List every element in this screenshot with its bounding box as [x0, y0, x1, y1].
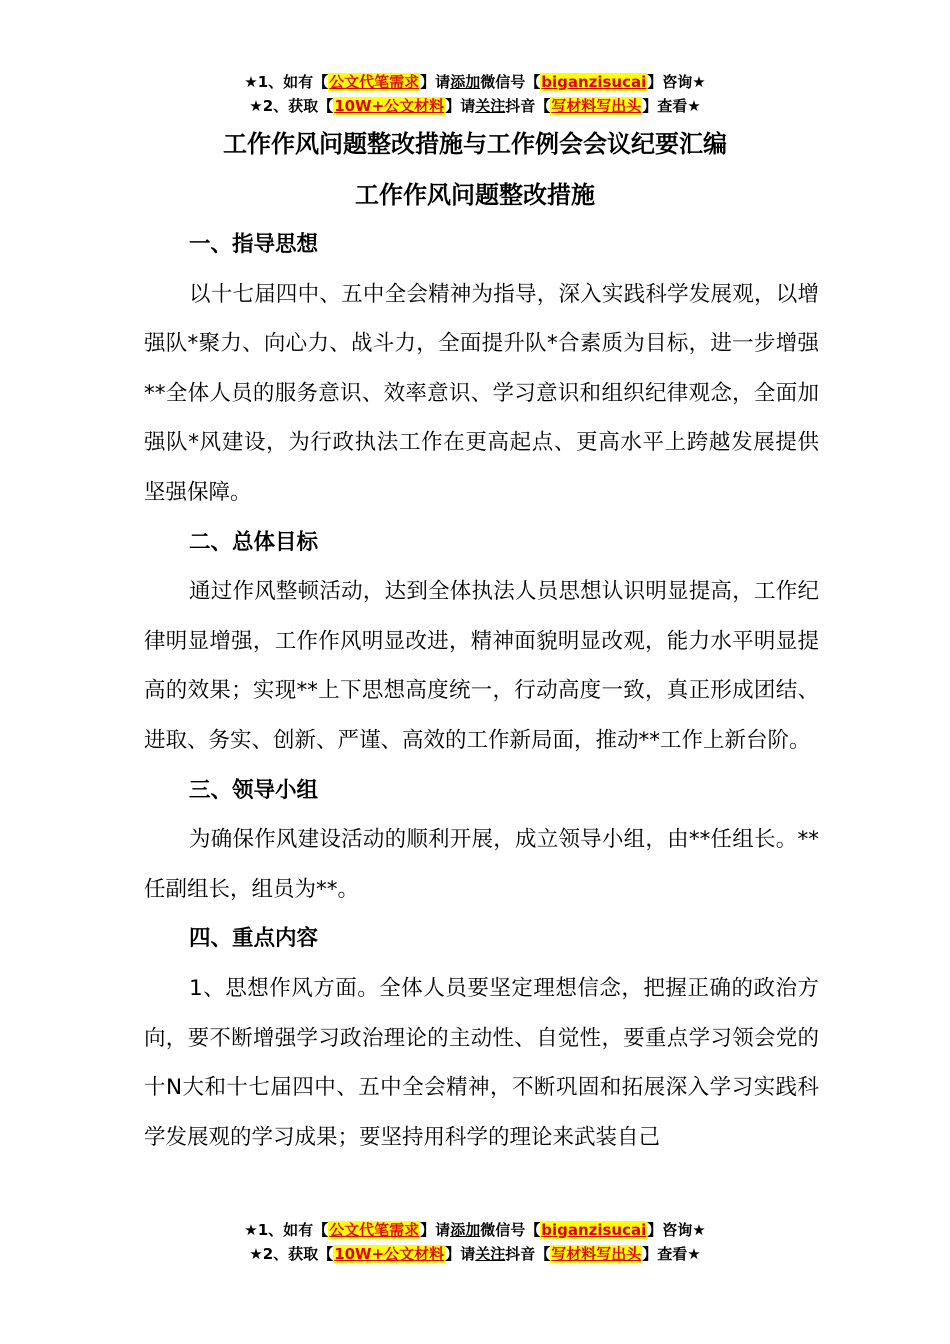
- promo-text: 】请: [420, 1221, 451, 1239]
- promo-highlight: 公文代笔需求: [329, 1221, 420, 1239]
- promo-highlight: 写材料写出头: [551, 1245, 642, 1263]
- promo-text: 微信号【: [480, 73, 541, 91]
- promo-highlight: 10W+公文材料: [334, 1245, 445, 1263]
- promo-text: ★1、如有【: [244, 73, 329, 91]
- promo-line-1: [0, 70, 950, 94]
- promo-line-2: [0, 94, 950, 118]
- promo-text: 】请: [445, 1245, 476, 1263]
- bottom-promo-banner: [0, 1218, 950, 1266]
- promo-line-1: [0, 1218, 950, 1242]
- promo-text: ★2、获取【: [249, 97, 334, 115]
- section-heading: 四、重点内容: [189, 926, 319, 952]
- promo-underlined: 添加: [450, 73, 481, 91]
- promo-text: 抖音【: [505, 1245, 551, 1263]
- paragraph: 通过作风整顿活动，达到全体执法人员思想认识明显提高，工作纪律明显增强，工作作风明显改进，精神面貌明显改观，能力水平明显提高的效果；实现**上下思想高度统一，行动高度一致，真正形成团结、进取、务实、创新、严谨、高效的工作新局面，推动**工作上新台阶。: [144, 579, 819, 753]
- promo-text: 】请: [420, 73, 451, 91]
- promo-underlined: 添加: [450, 1221, 481, 1239]
- promo-text: 】咨询★: [647, 73, 706, 91]
- paragraph: 1、思想作风方面。全体人员要坚定理想信念，把握正确的政治方向，要不断增强学习政治理论的主动性、自觉性，要重点学习领会党的十N大和十七届四中、五中全会精神，不断巩固和拓展深入学习实践科学发展观的学习成果；要坚持用科学的理论来武装自己: [144, 975, 819, 1150]
- promo-highlight: biganzisucai: [541, 1221, 647, 1239]
- promo-text: 抖音【: [505, 97, 551, 115]
- document-title: 工作作风问题整改措施与工作例会会议纪要汇编: [223, 130, 727, 158]
- promo-text: ★1、如有【: [244, 1221, 329, 1239]
- promo-text: 】查看★: [642, 97, 701, 115]
- top-promo-banner: [0, 70, 950, 118]
- promo-highlight: biganzisucai: [541, 73, 647, 91]
- section-heading: 二、总体目标: [189, 529, 319, 555]
- promo-highlight: 写材料写出头: [551, 97, 642, 115]
- promo-text: 】查看★: [642, 1245, 701, 1263]
- promo-text: 】请: [445, 97, 476, 115]
- paragraph: 以十七届四中、五中全会精神为指导，深入实践科学发展观，以增强队*聚力、向心力、战斗力，全面提升队*合素质为目标，进一步增强**全体人员的服务意识、效率意识、学习意识和组织纪律观念，全面加强队*风建设，为行政执法工作在更高起点、更高水平上跨越发展提供坚强保障。: [144, 281, 819, 505]
- promo-line-2: [0, 1242, 950, 1266]
- promo-highlight: 公文代笔需求: [329, 73, 420, 91]
- promo-underlined: 关注: [475, 1245, 506, 1263]
- promo-text: 微信号【: [480, 1221, 541, 1239]
- section-heading: 三、领导小组: [189, 777, 319, 803]
- section-heading: 一、指导思想: [189, 232, 319, 257]
- promo-underlined: 关注: [475, 97, 506, 115]
- document-subtitle: 工作作风问题整改措施: [355, 181, 595, 209]
- promo-highlight: 10W+公文材料: [334, 97, 445, 115]
- paragraph: 为确保作风建设活动的顺利开展，成立领导小组，由**任组长。**任副组长，组员为**。: [144, 827, 819, 902]
- promo-text: ★2、获取【: [249, 1245, 334, 1263]
- document-body: [144, 220, 819, 1162]
- promo-text: 】咨询★: [647, 1221, 706, 1239]
